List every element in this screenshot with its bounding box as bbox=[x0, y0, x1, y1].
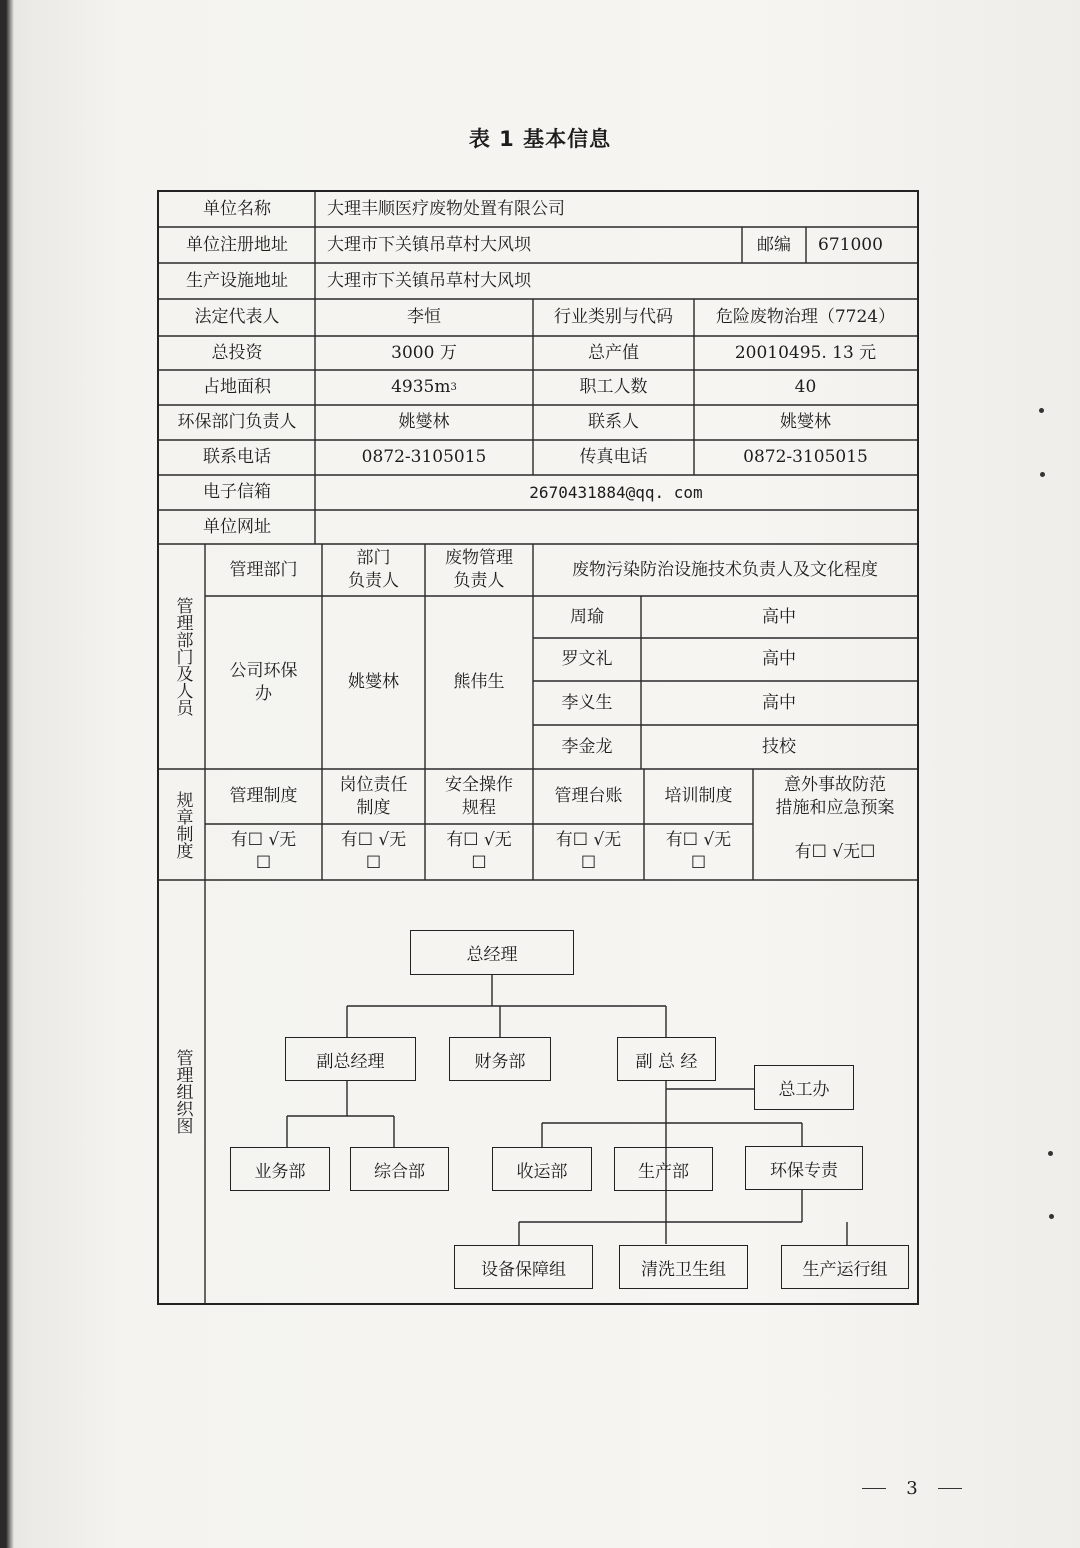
tech-name: 周瑜 bbox=[570, 606, 604, 627]
org-node-vice-gm: 副 总 经 bbox=[617, 1037, 716, 1081]
area-label: 占地面积 bbox=[203, 377, 271, 398]
reg-addr-value: 大理市下关镇吊草村大风坝 bbox=[327, 234, 531, 255]
page-number-text: 3 bbox=[906, 1478, 918, 1499]
dept-head-header: 部门 负责人 bbox=[348, 548, 399, 591]
tech-header: 废物污染防治设施技术负责人及文化程度 bbox=[572, 559, 878, 580]
mgmt-section-text: 管理部门及人员 bbox=[172, 597, 193, 716]
tech-name: 李义生 bbox=[561, 692, 613, 713]
investment-value: 3000 万 bbox=[391, 342, 457, 363]
staff-label: 职工人数 bbox=[579, 377, 648, 398]
email-label: 电子信箱 bbox=[203, 482, 271, 503]
rule-status: 有☐ √无 ☐ bbox=[230, 830, 297, 873]
unit-name-value: 大理丰顺医疗废物处置有限公司 bbox=[327, 199, 565, 220]
fax-value: 0872-3105015 bbox=[743, 447, 868, 468]
tech-edu: 高中 bbox=[762, 692, 796, 713]
tech-edu: 高中 bbox=[762, 649, 796, 670]
org-node-business: 业务部 bbox=[230, 1147, 330, 1191]
postcode-value: 671000 bbox=[818, 234, 883, 255]
org-connector-lines bbox=[159, 192, 917, 1303]
org-node-finance: 财务部 bbox=[449, 1037, 551, 1081]
org-node-production: 生产部 bbox=[614, 1147, 713, 1191]
rule-name: 安全操作 规程 bbox=[445, 774, 513, 818]
tech-edu: 高中 bbox=[762, 606, 796, 627]
industry-label: 行业类别与代码 bbox=[554, 307, 673, 328]
website-label: 单位网址 bbox=[203, 516, 271, 537]
scan-speck bbox=[1049, 1214, 1054, 1219]
org-node-deputy-gm: 副总经理 bbox=[285, 1037, 416, 1081]
org-node-collection: 收运部 bbox=[492, 1147, 592, 1191]
legal-rep-label: 法定代表人 bbox=[194, 307, 280, 328]
rule-status: 有☐ √无 ☐ bbox=[446, 830, 512, 873]
output-label: 总产值 bbox=[588, 342, 639, 363]
page-number-dash-left bbox=[862, 1488, 886, 1489]
dept-value: 公司环保 办 bbox=[229, 660, 298, 704]
facility-addr-label: 生产设施地址 bbox=[186, 270, 288, 291]
legal-rep-value: 李恒 bbox=[407, 307, 441, 328]
rules-section-text: 规章制度 bbox=[172, 790, 193, 859]
rule-status: 有☐ √无 ☐ bbox=[665, 830, 732, 873]
rule-name: 意外事故防范 措施和应急预案 bbox=[775, 774, 895, 818]
page-number-dash-right bbox=[938, 1488, 962, 1489]
rule-name: 培训制度 bbox=[664, 786, 733, 807]
rule-status: 有☐ √无 ☐ bbox=[555, 830, 622, 873]
org-node-chief-engineer: 总工办 bbox=[754, 1065, 854, 1110]
scan-speck bbox=[1048, 1151, 1053, 1156]
phone-label: 联系电话 bbox=[203, 447, 271, 468]
staff-value: 40 bbox=[794, 377, 817, 398]
investment-label: 总投资 bbox=[211, 342, 263, 363]
area-unit-sup: 3 bbox=[450, 381, 457, 393]
dept-header: 管理部门 bbox=[229, 559, 298, 580]
env-head-value: 姚燮林 bbox=[398, 412, 450, 433]
rule-status: 有☐ √无 ☐ bbox=[340, 830, 407, 873]
tech-name: 李金龙 bbox=[561, 736, 613, 757]
fax-label: 传真电话 bbox=[579, 447, 648, 468]
rule-status: 有☐ √无☐ bbox=[794, 841, 876, 862]
area-number: 4935m bbox=[391, 377, 451, 398]
rule-name: 管理制度 bbox=[229, 786, 298, 807]
tech-name: 罗文礼 bbox=[561, 649, 613, 670]
rule-name: 管理台账 bbox=[554, 786, 623, 807]
scan-speck bbox=[1040, 472, 1045, 477]
page-number bbox=[862, 1478, 962, 1499]
dept-head-value: 姚燮林 bbox=[348, 672, 399, 693]
output-value: 20010495. 13 元 bbox=[734, 342, 877, 363]
tech-edu: 技校 bbox=[762, 736, 796, 757]
rule-name: 岗位责任 制度 bbox=[339, 774, 408, 818]
reg-addr-label: 单位注册地址 bbox=[186, 234, 288, 255]
org-node-operation: 生产运行组 bbox=[781, 1245, 909, 1289]
phone-value: 0872-3105015 bbox=[361, 447, 487, 468]
scan-speck bbox=[1039, 408, 1044, 413]
basic-info-table bbox=[157, 190, 919, 1305]
table-title: 表 1 基本信息 bbox=[468, 127, 612, 151]
contact-value: 姚燮林 bbox=[780, 412, 831, 433]
waste-head-header: 废物管理 负责人 bbox=[445, 548, 513, 591]
unit-name-label: 单位名称 bbox=[203, 199, 271, 220]
org-node-cleaning: 清洗卫生组 bbox=[619, 1245, 748, 1289]
org-node-env-special: 环保专责 bbox=[745, 1146, 863, 1190]
facility-addr-value: 大理市下关镇吊草村大风坝 bbox=[327, 270, 531, 291]
env-head-label: 环保部门负责人 bbox=[177, 412, 297, 433]
org-node-gm: 总经理 bbox=[410, 930, 574, 975]
postcode-label: 邮编 bbox=[757, 234, 791, 255]
org-node-equipment: 设备保障组 bbox=[454, 1245, 593, 1289]
email-value: 2670431884@qq. com bbox=[529, 482, 703, 502]
waste-head-value: 熊伟生 bbox=[453, 672, 505, 693]
contact-label: 联系人 bbox=[588, 412, 639, 433]
org-section-text: 管理组织图 bbox=[172, 1049, 193, 1134]
industry-value: 危险废物治理（7724） bbox=[715, 307, 896, 328]
org-node-general: 综合部 bbox=[350, 1147, 449, 1191]
